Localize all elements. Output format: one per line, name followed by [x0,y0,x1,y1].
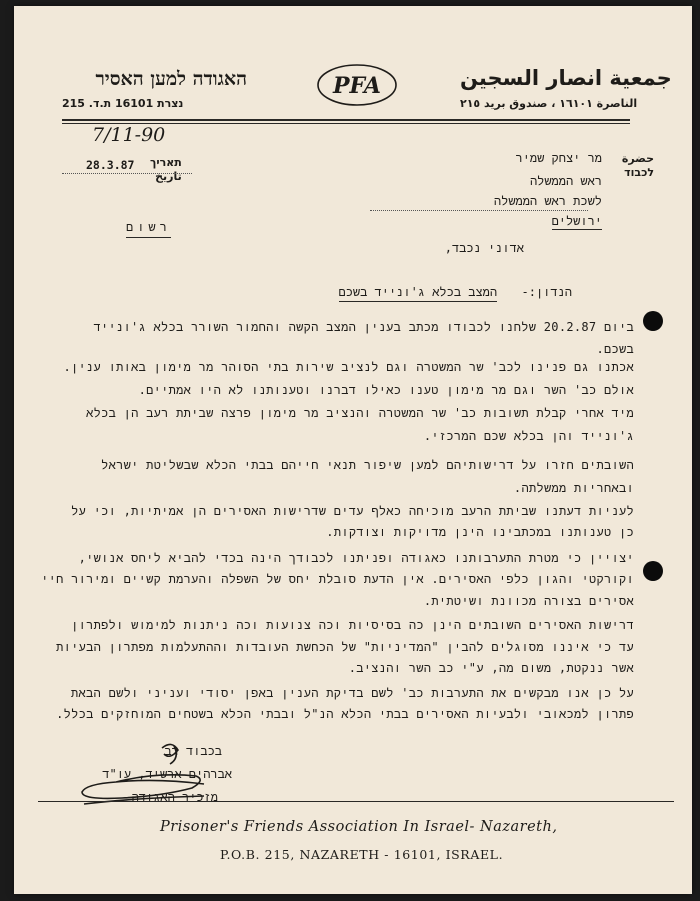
body-line: מיד אחרי קבלת תשובות כב' שר המשטרה והנציב מר מימון פרצה שביתת רעב הן בכלא [86,406,634,420]
body-line: ג'ונייד והן בכלא שכם המרכזי. [423,429,634,443]
letterhead-hebrew-name: האגודה למען האסיר [95,68,247,90]
body-line: דרישות האסירים השובתים הינן כה בסיסיות וכה צנועות וכה ניתנות למימוש ולפתרון [71,618,634,632]
body-line: ביום 20.2.87 שלחנו לכבודו מכתב בענין המצב הקשה והחמור השורר בכלא ג'ונייד [93,320,634,334]
punch-hole-bottom [643,561,663,581]
date-value: 28.3.87 [86,158,135,172]
handwritten-signature [54,736,244,816]
subject-label: הנדון:- [521,285,572,299]
date-label-hebrew: תאריך [150,156,182,169]
recipient-name: מר יצחק שמיר [515,151,602,165]
body-line: יצויין כי מטרת התערבותנו כאגודה ופניתנו לכבודך הינה בכדי להביא ליחס אנושי, [78,551,634,565]
body-line: אולם כב' השר וגם מר מימון טענו כאילו דברנו וטענותנו לא היו אמתיים. [138,383,634,397]
body-line: בשכם. [596,342,634,356]
registered-mark: רשום [126,220,171,238]
closing: בכבוד רב [164,744,222,758]
salutation: אדוני נכבד, [444,241,524,255]
honorific-line-2: לכבוד [624,166,654,179]
footer-address: P.O.B. 215, NAZARETH - 16101, ISRAEL. [220,847,504,862]
footer-org-name: Prisoner's Friends Association In Israel- Nazareth, [160,819,558,835]
handwritten-date: 7/11-90 [92,124,166,146]
recipient-title: ראש הממשלה [529,174,602,188]
recipient-office: לשכת ראש הממשלה [493,194,602,208]
body-line: על כן אנו מבקשים את התערבות כב' לשם בדיקת הענין באפן יסודי ועניני ולשם הבאת [71,686,634,700]
subject-line [339,285,572,300]
letterhead-arabic-address: الناصرة ١٦١٠١ ، صندوق بريد ٢١٥ [460,97,638,110]
body-line: אסירים בצורה מכוונת ושיטתית. [423,594,634,608]
pfa-logo-text: PFA [333,73,381,99]
body-line: אכתנו גם פנינו לכב' שר המשטרה וגם לנציב שירות בתי הסוהר מר מימון באותו ענין. [63,360,634,374]
honorific-label [622,152,654,180]
recipient-dotted-line [370,210,588,211]
signer-role: מזכיר האגודה [131,790,218,804]
letter-sheet [14,6,692,894]
body-line: כן טענותנו במכתבינו הינן מדויקות וצודקות. [326,525,634,539]
body-line: ובאחריות ממשלתה. [513,481,634,495]
pfa-logo [316,63,398,107]
body-line: וקורקטי והגון כלפי האסירים. אין הדעת סובלת יחס של השפלה והערמת קשיים ומירור חיי [41,572,634,586]
recipient-city: ירושלים [551,214,602,228]
date-dotted-line [62,173,192,174]
letterhead-arabic-name: جمعية انصار السجين [460,66,672,90]
punch-hole-top [643,311,663,331]
signer-name: אברהים ארשיד, עו"ד [102,767,232,781]
date-label [150,156,182,184]
date-label-arabic: تاريخ [155,170,182,183]
body-line: אשר ננקטת, משום מה, ע"י כב השר והנציב. [348,661,634,675]
body-line: השובתים חזרו על דרישותיהם למען שיפור תנאי חייהם בבתי הכלא שבשליטת ישראל [101,458,634,472]
footer-rule [38,801,674,802]
body-line: עד כי איננו מסוגלים להבין "המדיניות" של הכחשת העובדות וההתעלמות מפתרון הבעיות [56,640,634,654]
letterhead-rule [62,119,630,121]
body-line: לעניות דעתנו שביתת הרעב מוכיחה כאלף עדים שדרישות האסירים הן אמיתיות, וכי על [71,504,634,518]
letterhead-hebrew-address: נצרת 16101 ת.ד. 215 [62,97,184,110]
body-line: פתרון למכאובי ולבעיות האסירים בבתי הכלא הנ"ל ובבתי הכלא בשטחים המוחזקים בכלל. [56,707,634,721]
subject-text: המצב בכלא ג'ונייד בשכם [339,285,498,302]
honorific-line-1: حضرة [621,152,654,165]
